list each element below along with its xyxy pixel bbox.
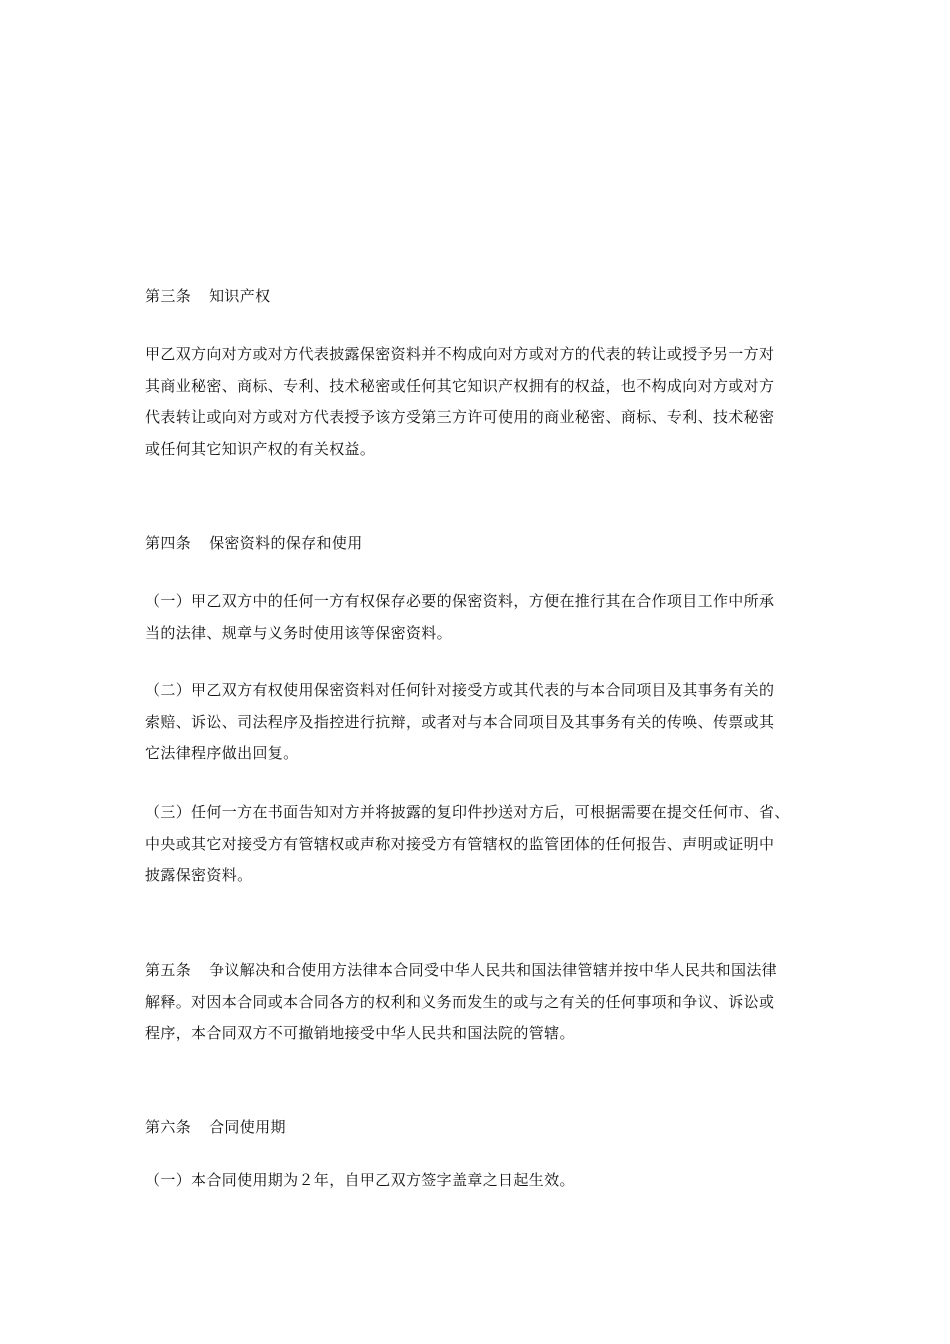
- article-4-item-3: [145, 797, 805, 892]
- article-3-line: 代表转让或向对方或对方代表授予该方受第三方许可使用的商业秘密、商标、专利、技术秘密: [145, 408, 775, 426]
- article-3-line: 其商业秘密、商标、专利、技术秘密或任何其它知识产权拥有的权益，也不构成向对方或对方: [145, 376, 775, 395]
- article-6-title: 合同使用期: [209, 1118, 286, 1136]
- article-4-item-2-line: 索赔、诉讼、司法程序及指控进行抗辩，或者对与本合同项目及其事务有关的传唤、传票或其: [145, 712, 775, 731]
- article-4-item-1: [145, 586, 805, 649]
- article-4-number: 第四条: [145, 534, 192, 552]
- article-4-item-3-line: （三）任何一方在书面告知对方并将披露的复印件抄送对方后，可根据需要在提交任何市、省、: [145, 803, 790, 821]
- article-4-item-2: [145, 675, 805, 770]
- article-4-item-1-line: （一）甲乙双方中的任何一方有权保存必要的保密资料，方便在推行其在合作项目工作中所承: [145, 592, 775, 610]
- article-5-paragraph: [145, 955, 805, 1050]
- article-6-item-1-line: （一）本合同使用期为２年，自甲乙双方签字盖章之日起生效。: [145, 1171, 575, 1189]
- article-4-title: 保密资料的保存和使用: [209, 534, 363, 552]
- article-4-item-2-line: 它法律程序做出回复。: [145, 744, 299, 762]
- article-4-item-3-line: 中央或其它对接受方有管辖权或声称对接受方有管辖权的监管团体的任何报告、声明或证明中: [145, 834, 775, 853]
- article-4-item-1-line: 当的法律、规章与义务时使用该等保密资料。: [145, 623, 453, 642]
- article-6-number: 第六条: [145, 1118, 192, 1136]
- article-5-number: 第五条: [145, 961, 192, 979]
- article-5-line: 解释。对因本合同或本合同各方的权利和义务而发生的或与之有关的任何事项和争议、诉讼或: [145, 992, 775, 1011]
- article-4-heading: [145, 528, 805, 560]
- article-3-line: 甲乙双方向对方或对方代表披露保密资料并不构成向对方或对方的代表的转让或授予另一方对: [145, 345, 775, 363]
- article-3-line: 或任何其它知识产权的有关权益。: [145, 439, 376, 458]
- article-3-paragraph: [145, 339, 805, 465]
- article-3-heading: [145, 281, 805, 313]
- article-5-first-line: 争议解决和合使用方法律本合同受中华人民共和国法律管辖并按中华人民共和国法律: [209, 961, 778, 979]
- article-4-item-2-line: （二）甲乙双方有权使用保密资料对任何针对接受方或其代表的与本合同项目及其事务有关的: [145, 681, 775, 699]
- article-3-title: 知识产权: [209, 287, 271, 305]
- article-3-number: 第三条: [145, 287, 192, 305]
- article-5-line: 程序，本合同双方不可撤销地接受中华人民共和国法院的管辖。: [145, 1024, 575, 1042]
- article-6-item-1: [145, 1165, 805, 1197]
- article-6-heading: [145, 1112, 805, 1144]
- article-4-item-3-line: 披露保密资料。: [145, 866, 253, 884]
